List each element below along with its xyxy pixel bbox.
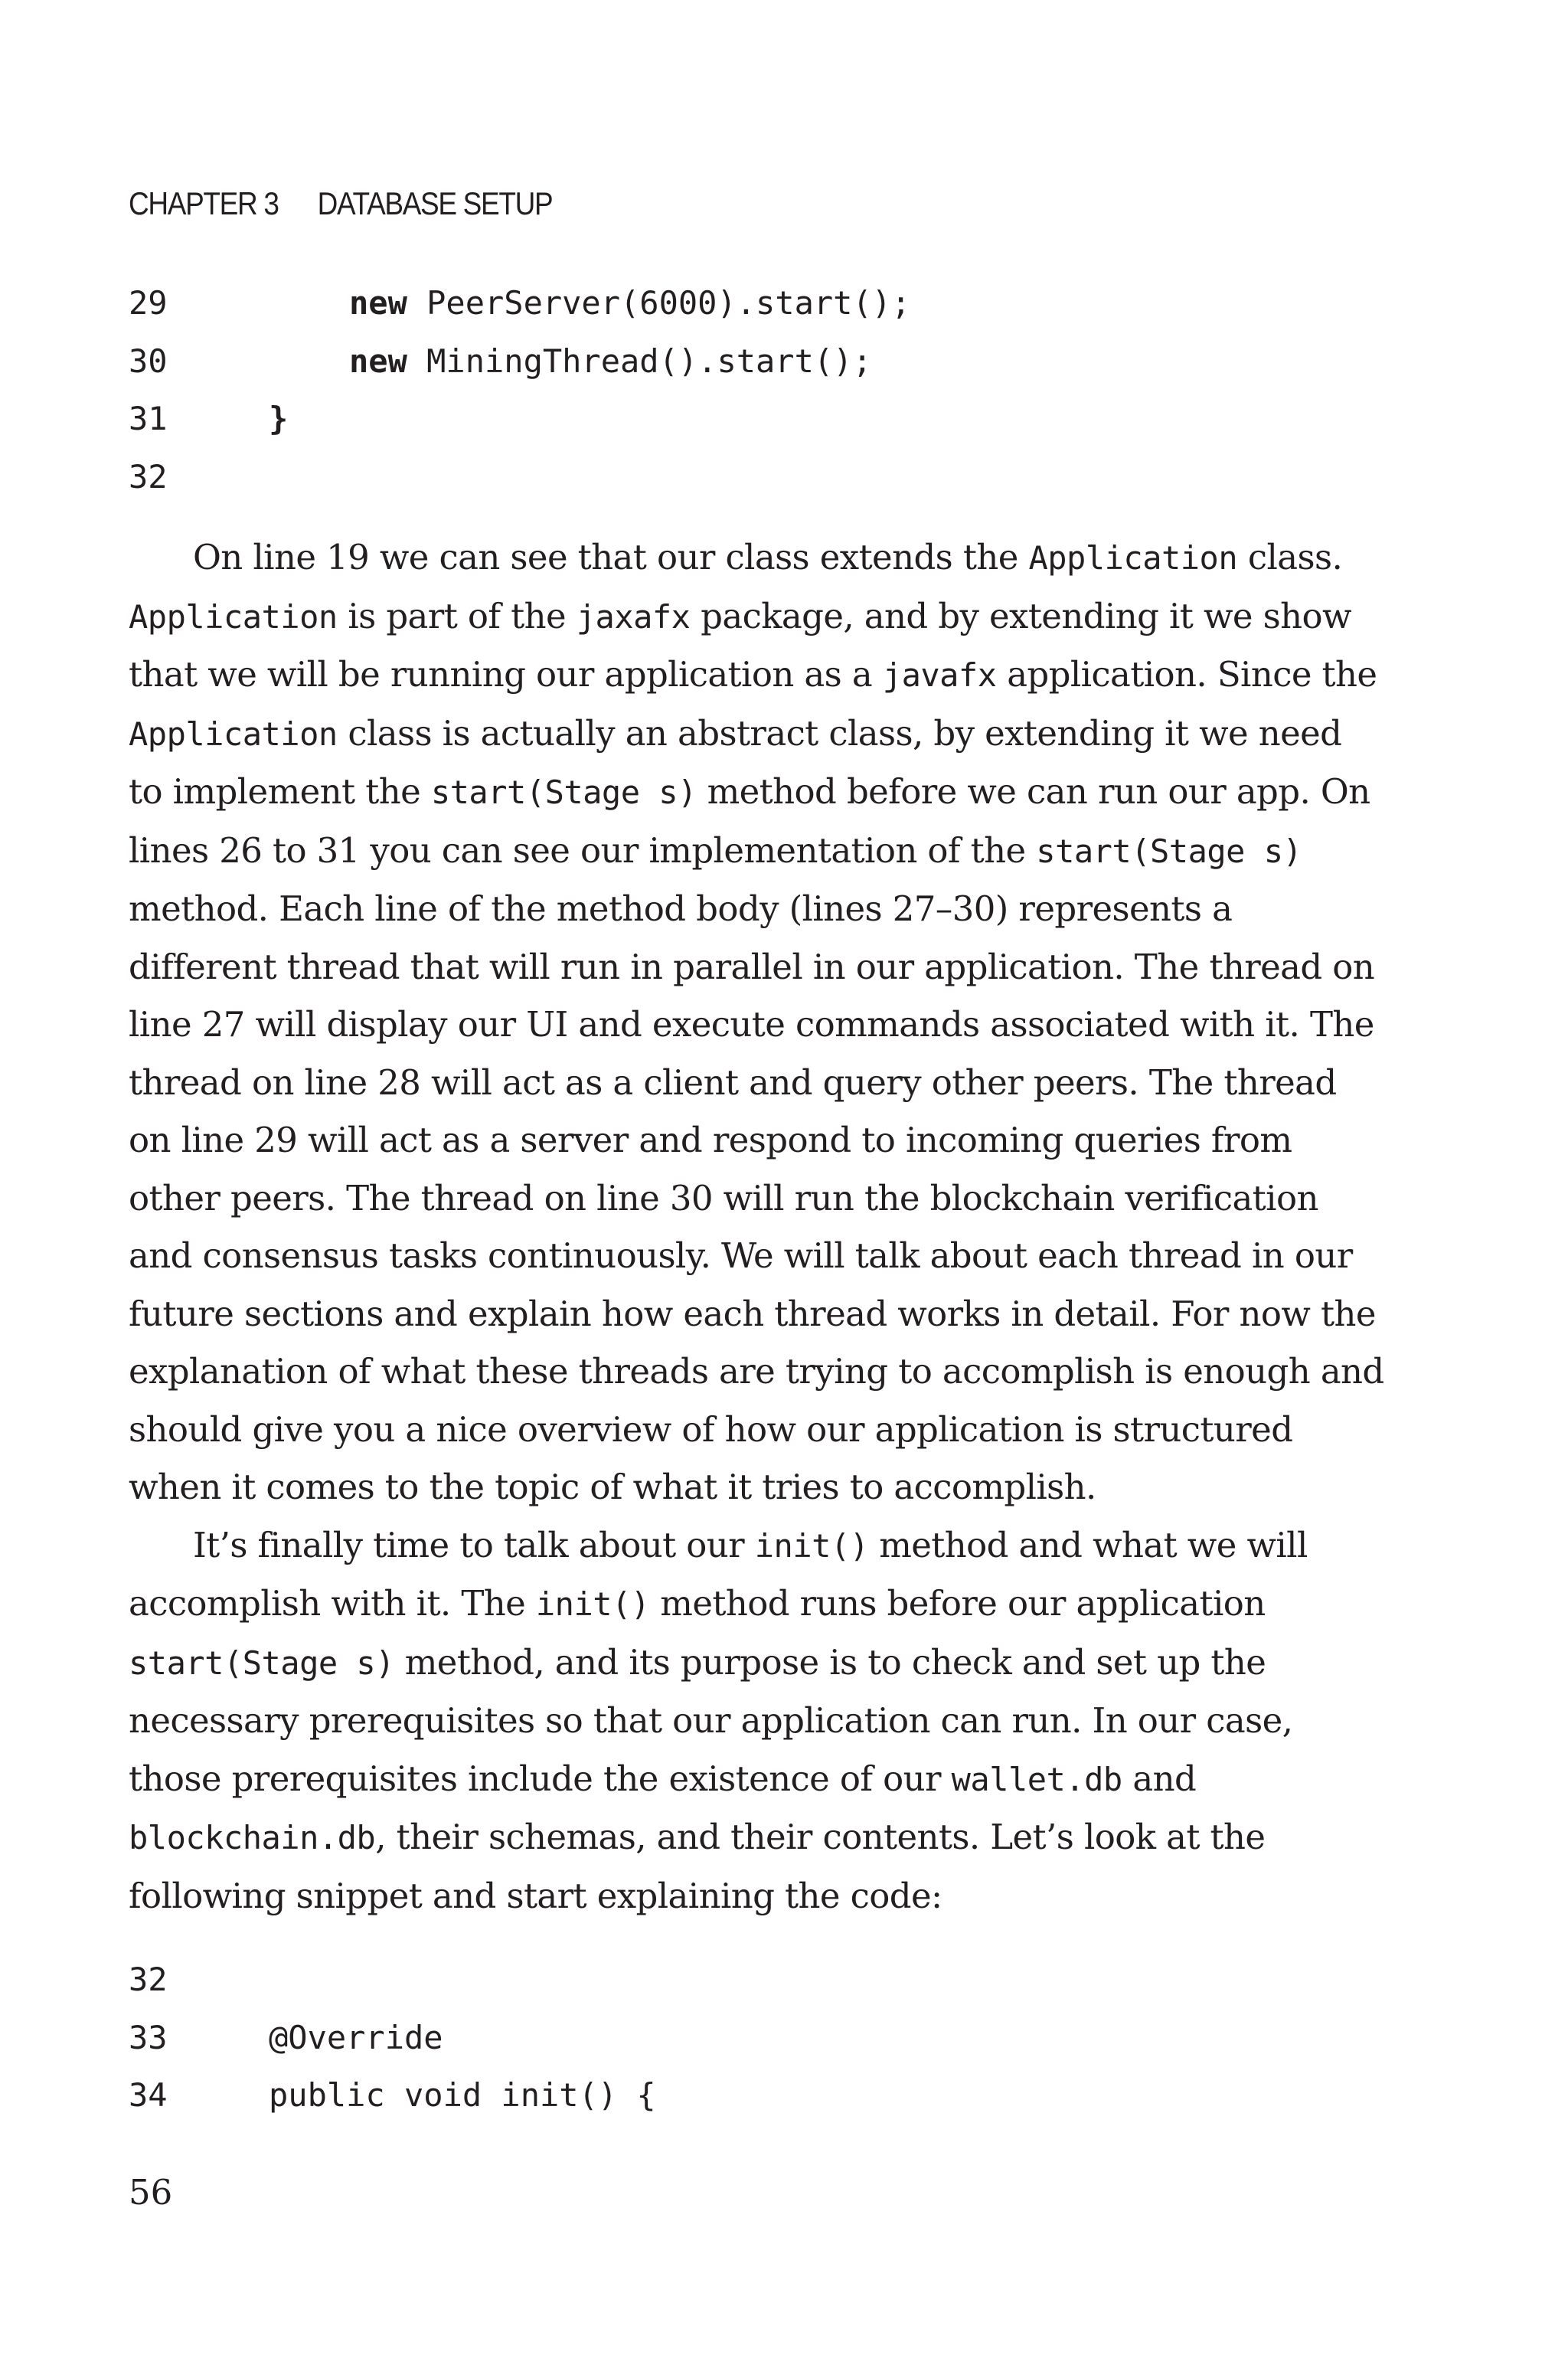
text-run: class is actually an abstract class, by extending it we need to implement the (129, 712, 1342, 812)
code-line (129, 2066, 1430, 2124)
inline-code: start(Stage s) (129, 1644, 395, 1682)
line-number: 32 (129, 1961, 168, 1998)
chapter-title: DATABASE SETUP (317, 185, 553, 221)
inline-code: init() (754, 1526, 869, 1565)
inline-code: Application (1028, 539, 1238, 577)
body-text (129, 528, 1384, 1925)
text-run: On line 19 we can see that our class extends the (193, 537, 1029, 577)
running-head (129, 185, 552, 222)
code-line (129, 2009, 1430, 2067)
code-text (349, 274, 910, 332)
code-statement: PeerServer(6000).start(); (407, 284, 911, 322)
text-run: method before we can run our app. On lines 26 to 31 you can see our implementation of the (129, 771, 1370, 871)
page-number: 56 (129, 2172, 173, 2213)
code-statement: MiningThread().start(); (407, 342, 872, 380)
chapter-label: CHAPTER 3 (129, 185, 279, 221)
text-run: , their schemas, and their contents. Let’s look at the following snippet and start explaining the code: (129, 1817, 1266, 1916)
line-number: 30 (129, 342, 168, 380)
inline-code: init() (535, 1585, 650, 1623)
inline-code: start(Stage s) (430, 774, 697, 811)
text-run: and (1122, 1758, 1197, 1799)
init-method-signature: public void init() { (269, 2076, 656, 2114)
inline-code: jaxafx (576, 597, 691, 636)
code-listing-top (129, 274, 1430, 505)
inline-code: Application (129, 715, 338, 753)
code-keyword: new (349, 284, 407, 322)
text-run: It’s finally time to talk about our (193, 1524, 755, 1565)
override-annotation: @Override (269, 2018, 443, 2056)
line-number: 31 (129, 400, 168, 437)
text-run: method and what we will accomplish with it. The (129, 1524, 1308, 1624)
inline-code: Application (129, 597, 338, 636)
text-run: class. (1237, 537, 1343, 577)
line-number: 33 (129, 2018, 168, 2056)
closing-brace: } (269, 400, 289, 437)
code-line (129, 274, 1430, 332)
inline-code: wallet.db (951, 1760, 1122, 1798)
text-run: is part of the (337, 595, 577, 636)
inline-code: start(Stage s) (1036, 832, 1302, 870)
code-line (129, 332, 1430, 391)
text-run: package, and by extending it we show that we will be running our application as a (129, 595, 1351, 695)
code-line (129, 1951, 1430, 2009)
code-line (129, 390, 1430, 448)
paragraph-init (129, 1516, 1384, 1925)
text-run: method. Each line of the method body (lines 27–30) represents a different thread that will run in parallel in our application. The thread on line 27 will display our UI and execute commands associated with it. The thread on line 28 will act as a client and query other peers. The thread on line 29 will act as a server and respond to incoming queries from other peers. The thread on line 30 will run the blockchain verification and consensus tasks continuously. We will talk about each thread in our future sections and explain how each thread works in detail. For now the explanation of what these threads are trying to accomplish is enough and should give you a nice overview of how our application is structured when it comes to the topic of what it tries to accomplish. (129, 888, 1384, 1507)
inline-code: blockchain.db (129, 1819, 376, 1856)
line-number: 32 (129, 457, 168, 496)
text-run: method runs before our application (649, 1583, 1266, 1624)
code-listing-bottom (129, 1951, 1430, 2124)
code-text (349, 332, 872, 391)
line-number: 29 (129, 284, 168, 322)
text-run: method, and its purpose is to check and set up the necessary prerequisites so that our application can run. In our case, those prerequisites include the existence of our (129, 1641, 1293, 1799)
inline-code: javafx (882, 656, 997, 694)
paragraph-threads (129, 528, 1384, 1516)
text-run: application. Since the (996, 654, 1377, 695)
code-line (129, 448, 1430, 506)
line-number: 34 (129, 2076, 168, 2114)
code-keyword: new (349, 342, 407, 380)
